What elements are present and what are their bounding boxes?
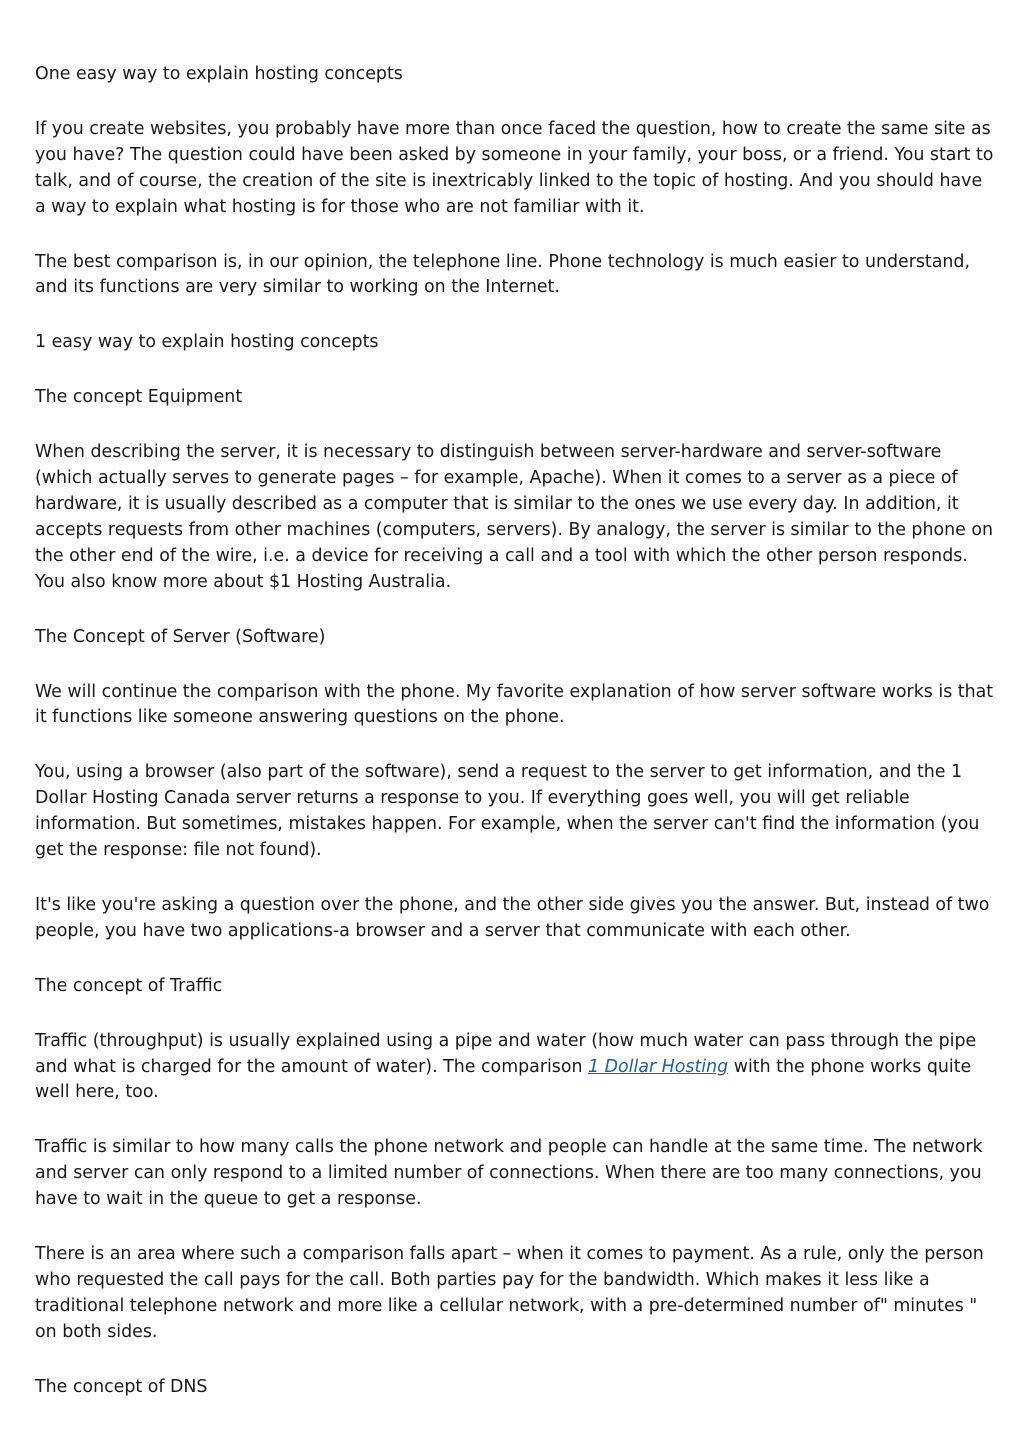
comparison-paragraph: The best comparison is, in our opinion, the telephone line. Phone technology is much easier to understand, and its functions are very similar to working on the Internet. xyxy=(35,251,971,298)
section-heading-dns: The concept of DNS xyxy=(35,1376,208,1397)
browser-request-paragraph: You, using a browser (also part of the software), send a request to the server to get information, and the 1 Dollar Hosting Canada server returns a response to you. If everything goes well, you will get reliable information. But sometimes, mistakes happen. For example, when the server can't find the information (you get the response: file not found). xyxy=(35,762,980,861)
article-title: One easy way to explain hosting concepts xyxy=(35,64,403,84)
section-heading-easy-way: 1 easy way to explain hosting concepts xyxy=(35,332,379,353)
section-heading-server-software: The Concept of Server (Software) xyxy=(35,626,326,647)
section-heading-traffic: The concept of Traffic xyxy=(35,975,223,996)
one-dollar-hosting-link[interactable]: 1 Dollar Hosting xyxy=(588,1056,729,1077)
phone-question-paragraph: It's like you're asking a question over the phone, and the other side gives you the answer. But, instead of two people, you have two applications-a browser and a server that communicate with each other. xyxy=(35,894,990,941)
payment-paragraph: There is an area where such a comparison falls apart – when it comes to payment. As a rule, only the person who requested the call pays for the call. Both parties pay for the bandwidth. Which makes it less like a traditional telephone network and more like a cellular network, with a pre-determined number of" minutes " on both sides. xyxy=(35,1244,984,1342)
traffic-text-after: with the phone works quite well here, too. xyxy=(35,1056,972,1103)
traffic-paragraph xyxy=(35,1029,995,1107)
traffic-calls-paragraph: Traffic is similar to how many calls the phone network and people can handle at the same time. The network and server can only respond to a limited number of connections. When there are too many connections, you have to wait in the queue to get a response. xyxy=(35,1137,983,1210)
intro-paragraph: If you create websites, you probably have more than once faced the question, how to create the same site as you have? The question could have been asked by someone in your family, your boss, or a friend. You start to talk, and of course, the creation of the site is inextricably linked to the topic of hosting. And you should have a way to explain what hosting is for those who are not familiar with it. xyxy=(35,118,994,217)
document-body xyxy=(35,62,995,1430)
traffic-text-before: Traffic (throughput) is usually explained using a pipe and water (how much water can pass through the pipe and what is charged for the amount of water). The comparison xyxy=(35,1030,977,1077)
server-software-paragraph: We will continue the comparison with the phone. My favorite explanation of how server software works is that it functions like someone answering questions on the phone. xyxy=(35,681,994,728)
equipment-paragraph: When describing the server, it is necessary to distinguish between server-hardware and server-software (which actually serves to generate pages – for example, Apache). When it comes to a server as a piece of hardware, it is usually described as a computer that is similar to the ones we use every day. In addition, it accepts requests from other machines (computers, servers). By analogy, the server is similar to the phone on the other end of the wire, i.e. a device for receiving a call and a tool with which the other person responds. You also know more about $1 Hosting Australia. xyxy=(35,442,994,592)
section-heading-equipment: The concept Equipment xyxy=(35,387,243,408)
